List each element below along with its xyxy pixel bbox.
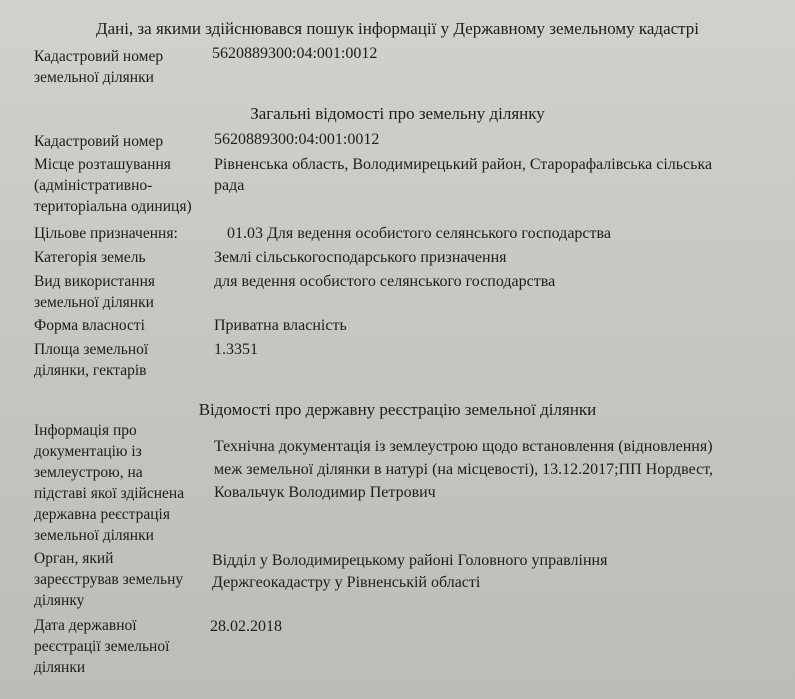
row-label: Дата державної реєстрації земельної ділянки	[34, 617, 170, 676]
row-label: Цільове призначення:	[34, 225, 178, 242]
row-value: Рівненська область, Володимирецький район, Старорафалівська сільська рада	[214, 156, 713, 194]
row-value: Відділ у Володимирецькому районі Головного управління Держгеокадастру у Рівненській області	[212, 552, 608, 591]
row-value: 01.03 Для ведення особистого селянського господарства	[227, 225, 611, 242]
search-cadastral-label: Кадастровий номер земельної ділянки	[34, 48, 164, 86]
row-label: Місце розташування (адміністративно- територіальна одиниця)	[34, 156, 192, 215]
row-value: Землі сільськогосподарського призначення	[214, 249, 507, 266]
row-label: Орган, який зареєстрував земельну ділянку	[34, 550, 184, 609]
row-label: Площа земельної ділянки, гектарів	[34, 341, 149, 379]
row-value: Приватна власність	[214, 317, 347, 334]
row-label: Кадастровий номер	[34, 133, 164, 150]
row-label: Категорія земель	[34, 249, 146, 266]
general-section-title: Загальні відомості про земельну ділянку	[250, 104, 545, 123]
row-label: Вид використання земельної ділянки	[34, 273, 155, 311]
registration-section-title: Відомості про державну реєстрацію земельної ділянки	[198, 400, 597, 419]
row-value: 28.02.2018	[210, 618, 282, 635]
row-value: Технічна документація із землеустрою щодо встановлення (відновлення) меж земельної ділянки в натурі (на місцевості), 13.12.2017;ПП Нордвест, Ковальчук Володимир Петрович	[214, 438, 714, 501]
search-cadastral-value: 5620889300:04:001:0012	[212, 45, 378, 62]
row-value: 1.3351	[214, 341, 258, 358]
row-value: 5620889300:04:001:0012	[214, 131, 380, 148]
search-section-title: Дані, за якими здійснювався пошук інформації у Державному земельному кадастрі	[95, 19, 700, 38]
row-label: Інформація про документацію із землеустрою, на підставі якої здійснена державна реєстрація земельної ділянки	[34, 422, 185, 544]
row-label: Форма власності	[34, 317, 145, 334]
row-value: для ведення особистого селянського господарства	[214, 273, 556, 290]
